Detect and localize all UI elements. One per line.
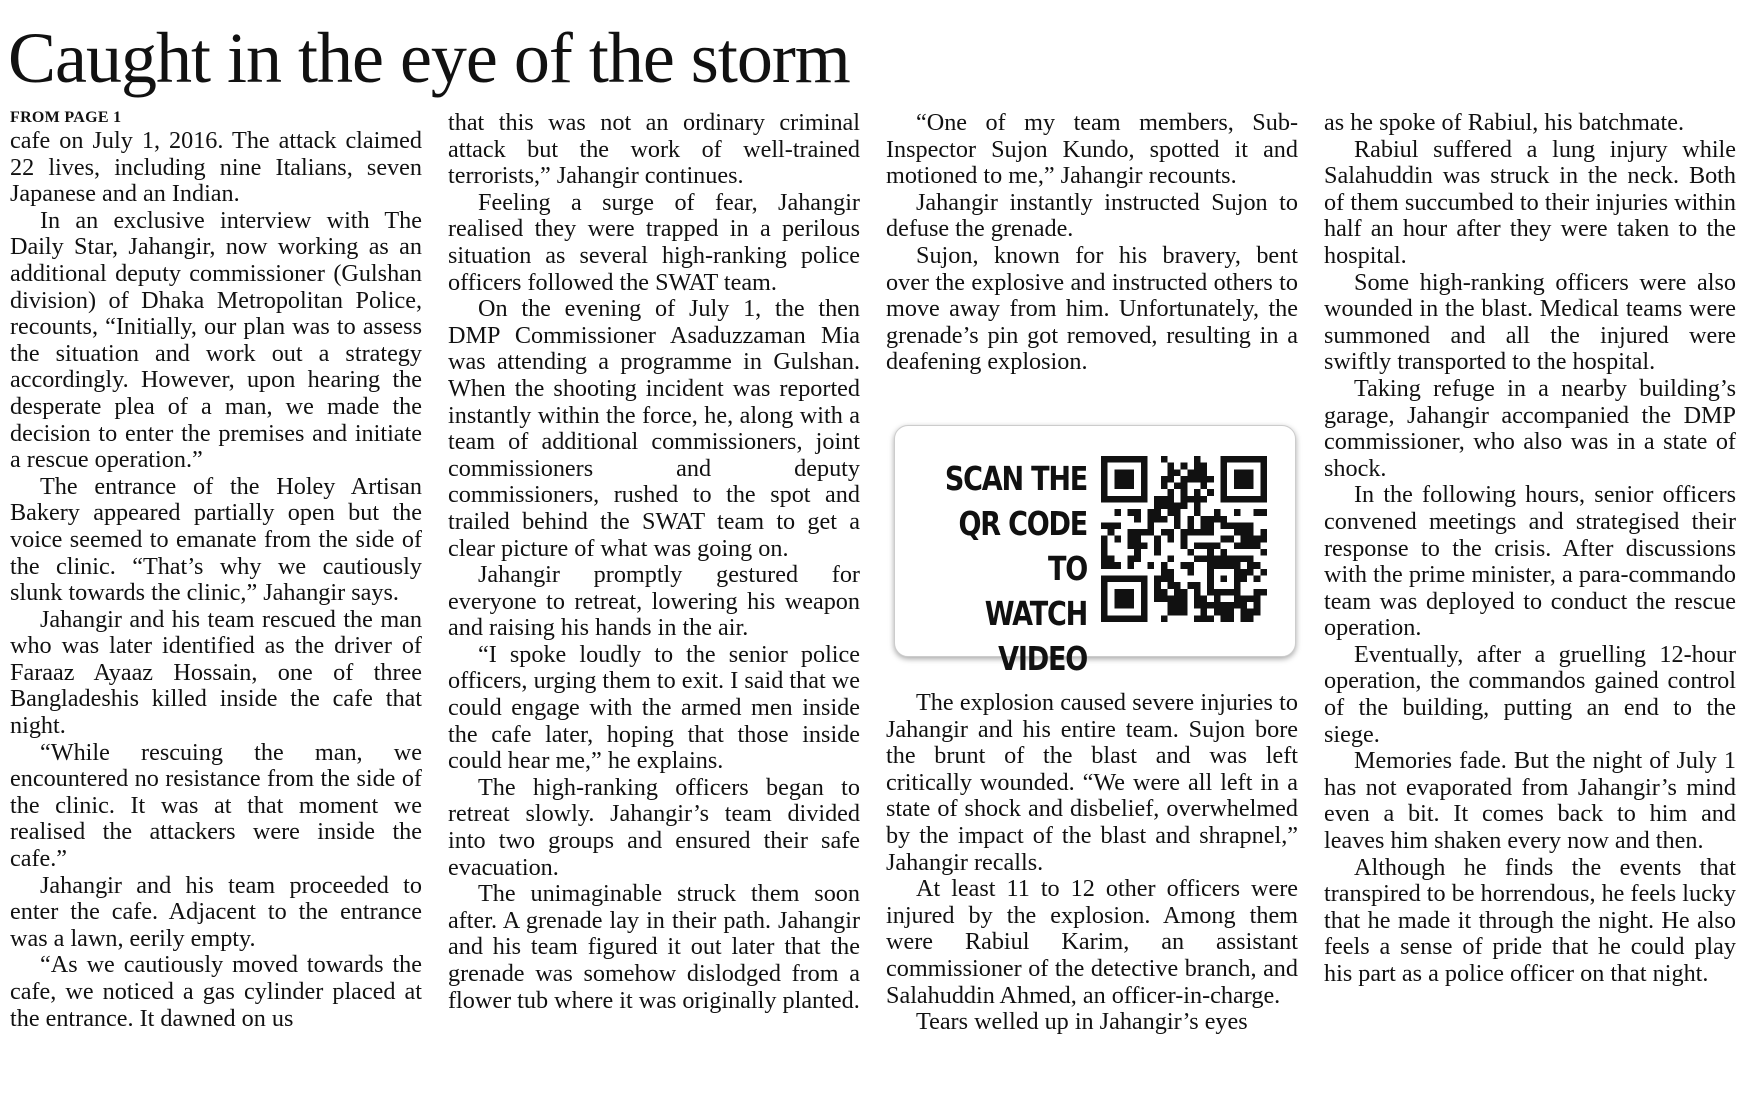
paragraph: “While rescuing the man, we encountered no resistance from the side of the clinic. It was at that moment we realised the attackers were inside the cafe.” [10, 738, 422, 873]
qr-line: TO WATCH [984, 549, 1087, 633]
paragraph: At least 11 to 12 other officers were injured by the explosion. Among them were Rabiul Karim, an assistant commissioner of the detective branch, and Salahuddin Ahmed, an officer-in-charge. [886, 875, 1298, 1009]
paragraph: Memories fade. But the night of July 1 has not evaporated from Jahangir’s mind even a bit. It comes back to him and leaves him shaken every now and then. [1324, 747, 1736, 855]
paragraph: Jahangir and his team rescued the man who was later identified as the driver of Faraaz Ayaaz Hossain, one of three Bangladeshis killed inside the cafe that night. [10, 605, 422, 740]
paragraph: The unimaginable struck them soon after. A grenade lay in their path. Jahangir and his team figured it out later that the grenade was somehow dislodged from a flower tub where it was originally planted. [448, 880, 860, 1014]
paragraph: “As we cautiously moved towards the cafe, we noticed a gas cylinder placed at the entrance. It dawned on us [10, 951, 422, 1032]
paragraph: Some high-ranking officers were also wounded in the blast. Medical teams were summoned and all the injured were swiftly transported to the hospital. [1324, 268, 1736, 376]
qr-line: QR CODE [958, 504, 1087, 543]
paragraph: Sujon, known for his bravery, bent over the explosive and instructed others to move away from him. Unfortunately, the grenade’s pin got removed, resulting in a deafening explosion. [886, 241, 1298, 376]
headline: Caught in the eye of the storm [8, 18, 850, 98]
article-column-2 [448, 110, 860, 1096]
qr-code-icon[interactable] [1101, 456, 1267, 622]
paragraph: “One of my team members, Sub-Inspector Sujon Kundo, spotted it and motioned to me,” Jahangir recounts. [886, 110, 1298, 190]
paragraph: In an exclusive interview with The Daily Star, Jahangir, now working as an additional deputy commissioner (Gulshan division) of Dhaka Metropolitan Police, recounts, “Initially, our plan was to assess the situation and work out a strategy accordingly. However, upon hearing the desperate plea of a man, we made the decision to enter the premises and initiate a rescue operation.” [10, 206, 422, 474]
paragraph: The entrance of the Holey Artisan Bakery appeared partially open but the voice seemed to emanate from the side of the clinic. “That’s why we cautiously slunk towards the clinic,” Jahangir says. [10, 472, 422, 607]
paragraph: Jahangir promptly gestured for everyone to retreat, lowering his weapon and raising his hands in the air. [448, 561, 860, 642]
paragraph: Jahangir instantly instructed Sujon to defuse the grenade. [886, 188, 1298, 243]
paragraph: Tears welled up in Jahangir’s eyes [916, 1008, 1248, 1036]
article-column-3-bottom [886, 690, 1298, 1090]
paragraph: as he spoke of Rabiul, his batchmate. [1324, 110, 1685, 136]
paragraph: Although he finds the events that transpired to be horrendous, he feels lucky that he made it through the night. He also feels a sense of pride that he could play his part as a police officer on that night. [1324, 853, 1736, 987]
qr-line: VIDEO [998, 639, 1087, 678]
article-column-4 [1324, 110, 1736, 1096]
paragraph: The explosion caused severe injuries to Jahangir and his entire team. Sujon bore the brunt of the blast and was left critically wounded. “We were all left in a state of shock and disbelief, overwhelmed by the impact of the blast and shrapnel,” Jahangir recalls. [886, 690, 1298, 876]
paragraph: Rabiul suffered a lung injury while Salahuddin was struck in the neck. Both of them succumbed to their injuries within half an hour after they were taken to the hospital. [1324, 135, 1736, 269]
article-column-3-top [886, 110, 1298, 410]
paragraph: Feeling a surge of fear, Jahangir realised they were trapped in a perilous situation as several high-ranking police officers followed the SWAT team. [448, 188, 860, 296]
article-column-1 [10, 110, 422, 1096]
paragraph: Taking refuge in a nearby building’s garage, Jahangir accompanied the DMP commissioner, who also was in a state of shock. [1324, 374, 1736, 482]
paragraph: On the evening of July 1, the then DMP Commissioner Asaduzzaman Mia was attending a programme in Gulshan. When the shooting incident was reported instantly within the force, he, along with a team of additional commissioners, joint commissioners and deputy commissioners, rushed to the spot and trailed behind the SWAT team to get a clear picture of what was going on. [448, 295, 860, 562]
kicker: FROM PAGE 1 [10, 110, 122, 126]
paragraph: that this was not an ordinary criminal attack but the work of well-trained terrorists,” Jahangir continues. [448, 110, 860, 190]
paragraph: “I spoke loudly to the senior police officers, urging them to exit. I said that we could engage with the armed men inside the cafe later, hoping that those inside could hear me,” he explains. [448, 640, 860, 775]
paragraph: cafe on July 1, 2016. The attack claimed 22 lives, including nine Italians, seven Japanese and an Indian. [10, 127, 422, 208]
qr-code-promo[interactable] [894, 425, 1296, 678]
qr-line: SCAN THE [944, 459, 1087, 498]
paragraph: Eventually, after a gruelling 12-hour operation, the commandos gained control of the building, putting an end to the siege. [1324, 640, 1736, 748]
paragraph: In the following hours, senior officers convened meetings and strategised their response to the crisis. After discussions with the prime minister, a para-commando team was deployed to conduct the rescue operation. [1324, 481, 1736, 642]
paragraph: Jahangir and his team proceeded to enter the cafe. Adjacent to the entrance was a lawn, eerily empty. [10, 871, 422, 952]
paragraph: The high-ranking officers began to retreat slowly. Jahangir’s team divided into two groups and ensured their safe evacuation. [448, 773, 860, 881]
qr-promo-text [939, 456, 1087, 681]
